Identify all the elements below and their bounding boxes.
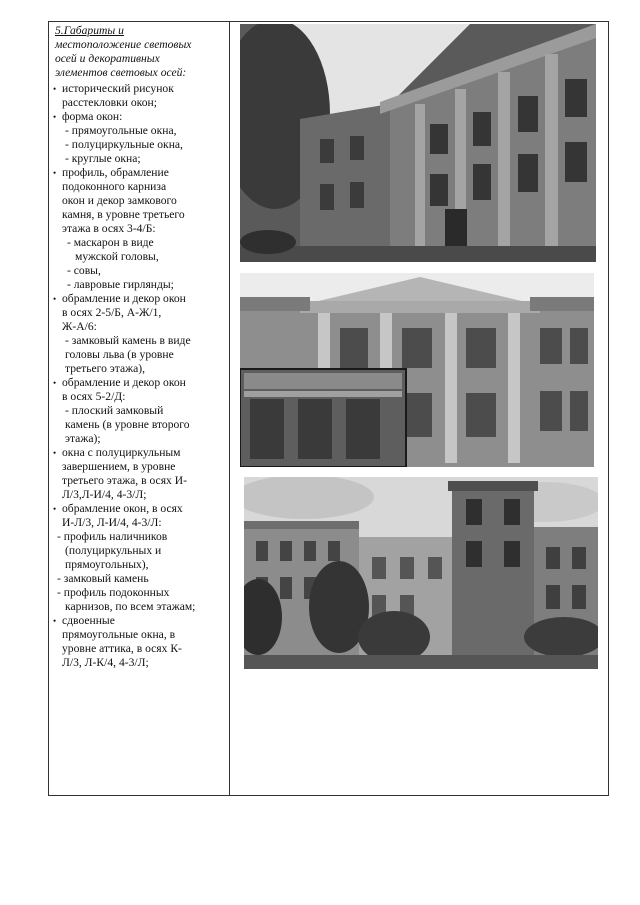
photo-column (230, 21, 608, 796)
list-item-line: этажа в осях 3-4/Б: (62, 222, 156, 235)
list-item (53, 614, 225, 670)
list-item (53, 110, 225, 124)
list-item-line: в осях 5-2/Д: (62, 390, 126, 403)
list-item-line: окон и декор замкового (62, 194, 177, 207)
list-item-line: обрамление и декор окон (62, 292, 186, 305)
building-corner-photo (240, 24, 596, 262)
sub-list (53, 404, 225, 446)
list-item-line: прямоугольные окна, в (62, 628, 176, 641)
list-item (53, 376, 225, 404)
bullet-icon: • (53, 378, 57, 388)
sub-list-line: - замковый камень в виде (65, 334, 191, 347)
list-item-line: сдвоенные (62, 614, 115, 627)
sub-list-line: мужской головы, (75, 250, 159, 263)
bullet-icon: • (53, 84, 57, 94)
list-item-line: подоконного карниза (62, 180, 167, 193)
dash-list-line: - замковый камень (57, 572, 149, 585)
section-heading-line: 5.Габариты и (55, 24, 124, 37)
dash-list-line: карнизов, по всем этажам; (65, 600, 196, 613)
list-item (53, 292, 225, 334)
portico-facade-photo (240, 273, 594, 467)
sub-list-line: - лавровые гирлянды; (67, 278, 174, 291)
dash-list-line: прямоугольных), (65, 558, 149, 571)
list-item (53, 502, 225, 530)
description-column (53, 24, 225, 670)
bullet-icon: • (53, 504, 57, 514)
dash-list (53, 530, 225, 614)
list-item-line: профиль, обрамление (62, 166, 169, 179)
bullet-icon: • (53, 294, 57, 304)
list-item-line: обрамление окон, в осях (62, 502, 183, 515)
sub-list-line: - прямоугольные окна, (65, 124, 177, 137)
section-heading-line: местоположение световых (55, 38, 192, 51)
list-item-line: Л/3, Л-К/4, 4-3/Л; (62, 656, 149, 669)
list-item-line: Л/3,Л-И/4, 4-3/Л; (62, 488, 147, 501)
list-item-line: третьего этажа, в осях И- (62, 474, 187, 487)
sub-list-line: - полуциркульные окна, (65, 138, 183, 151)
building-tower-image (244, 477, 598, 669)
list-item-line: форма окон: (62, 110, 123, 123)
list-item (53, 82, 225, 110)
bullet-icon: • (53, 448, 57, 458)
list-item-line: Ж-А/6: (62, 320, 97, 333)
sub-list-line: - круглые окна; (65, 152, 141, 165)
list-item-line: окна с полуциркульным (62, 446, 181, 459)
list-item-line: уровне аттика, в осях К- (62, 642, 182, 655)
sub-list (53, 334, 225, 376)
sub-list-line: третьего этажа), (65, 362, 146, 375)
section-heading (55, 24, 225, 80)
list-item (53, 446, 225, 502)
section-heading-line: элементов световых осей: (55, 66, 187, 79)
bullet-icon: • (53, 616, 57, 626)
list-item-line: расстекловки окон; (62, 96, 157, 109)
list-item-line: в осях 2-5/Б, А-Ж/1, (62, 306, 162, 319)
list-item-line: обрамление и декор окон (62, 376, 186, 389)
list-item (53, 166, 225, 236)
sub-list-line: головы льва (в уровне (65, 348, 174, 361)
list-item-line: исторический рисунок (62, 82, 174, 95)
list-item-line: камня, в уровне третьего (62, 208, 185, 221)
building-tower-photo (244, 477, 598, 669)
sub-list-line: - плоский замковый (65, 404, 164, 417)
sub-list-line: этажа); (65, 432, 101, 445)
bullet-icon: • (53, 168, 57, 178)
list-item-line: И-Л/3, Л-И/4, 4-3/Л: (62, 516, 162, 529)
list-item-line: завершением, в уровне (62, 460, 176, 473)
dash-list-line: (полуциркульных и (65, 544, 162, 557)
sub-list (53, 124, 225, 166)
building-corner-image (240, 24, 596, 262)
dash-list-line: - профиль подоконных (57, 586, 170, 599)
section-heading-line: осей и декоративных (55, 52, 160, 65)
sub-list-line: - маскарон в виде (67, 236, 154, 249)
portico-facade-image (240, 273, 594, 467)
sub-list-line: - совы, (67, 264, 101, 277)
bullet-icon: • (53, 112, 57, 122)
dash-list-line: - профиль наличников (57, 530, 168, 543)
sub-list-line: камень (в уровне второго (65, 418, 190, 431)
sub-list (53, 236, 225, 292)
